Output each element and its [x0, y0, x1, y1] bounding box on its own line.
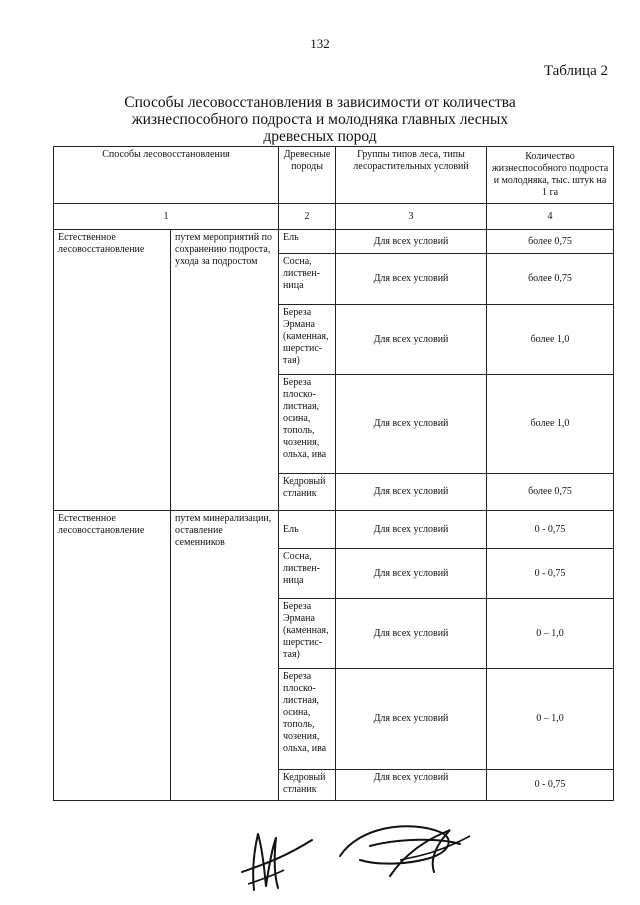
quantity-cell: более 0,75 — [487, 474, 614, 511]
quantity-cell: более 0,75 — [487, 254, 614, 305]
quantity-cell: более 0,75 — [487, 230, 614, 254]
quantity-cell: более 1,0 — [487, 375, 614, 474]
reforestation-table — [53, 146, 614, 801]
table-row — [54, 230, 614, 254]
species-cell: Ель — [279, 230, 336, 254]
header-quantity: Количество жизнеспособного подроста и молодняка, тыс. штук на 1 га — [487, 147, 614, 204]
page-number: 132 — [310, 36, 330, 51]
signature-left — [228, 826, 318, 896]
conditions-cell: Для всех условий — [336, 599, 487, 669]
table-title — [100, 94, 540, 145]
conditions-cell: Для всех условий — [336, 669, 487, 770]
column-number: 2 — [279, 204, 336, 230]
conditions-cell: Для всех условий — [336, 305, 487, 375]
title-line: Способы лесовосстановления в зависимости от количества — [124, 94, 516, 111]
table-row — [54, 511, 614, 549]
header-groups: Группы типов леса, типы лесорастительных условий — [336, 147, 487, 204]
title-line: жизнеспособного подроста и молодняка главных лесных — [131, 111, 509, 128]
title-line: древесных пород — [263, 128, 377, 145]
submethod-cell: путем мероприятий по сохранению подроста, ухода за подростом — [171, 230, 279, 511]
table-label: Таблица 2 — [543, 63, 608, 79]
quantity-cell: 0 - 0,75 — [487, 549, 614, 599]
column-number: 4 — [487, 204, 614, 230]
quantity-cell: 0 – 1,0 — [487, 599, 614, 669]
conditions-cell: Для всех условий — [336, 770, 487, 801]
conditions-cell: Для всех условий — [336, 511, 487, 549]
species-cell: Сосна, листвен-ница — [279, 549, 336, 599]
conditions-cell: Для всех условий — [336, 254, 487, 305]
species-cell: Ель — [279, 511, 336, 549]
conditions-cell: Для всех условий — [336, 474, 487, 511]
quantity-cell: 0 - 0,75 — [487, 511, 614, 549]
species-cell: Береза Эрмана (каменная, шерстис-тая) — [279, 599, 336, 669]
quantity-cell: более 1,0 — [487, 305, 614, 375]
submethod-cell: путем минерализации, оставление семенников — [171, 511, 279, 801]
quantity-cell: 0 - 0,75 — [487, 770, 614, 801]
conditions-cell: Для всех условий — [336, 230, 487, 254]
conditions-cell: Для всех условий — [336, 375, 487, 474]
column-number: 3 — [336, 204, 487, 230]
method-cell: Естественное лесовосстановление — [54, 230, 171, 511]
column-number: 1 — [54, 204, 279, 230]
species-cell: Береза плоско-листная, осина, тополь, чозения, ольха, ива — [279, 375, 336, 474]
quantity-cell: 0 – 1,0 — [487, 669, 614, 770]
conditions-cell: Для всех условий — [336, 549, 487, 599]
header-species: Древесные породы — [279, 147, 336, 204]
header-methods: Способы лесовосстановления — [54, 147, 279, 204]
species-cell: Береза плоско-листная, осина, тополь, чозения, ольха, ива — [279, 669, 336, 770]
species-cell: Кедровый стланик — [279, 770, 336, 801]
method-cell: Естественное лесовосстановление — [54, 511, 171, 801]
species-cell: Кедровый стланик — [279, 474, 336, 511]
signature-right — [330, 816, 480, 886]
species-cell: Береза Эрмана (каменная, шерстис-тая) — [279, 305, 336, 375]
species-cell: Сосна, листвен-ница — [279, 254, 336, 305]
